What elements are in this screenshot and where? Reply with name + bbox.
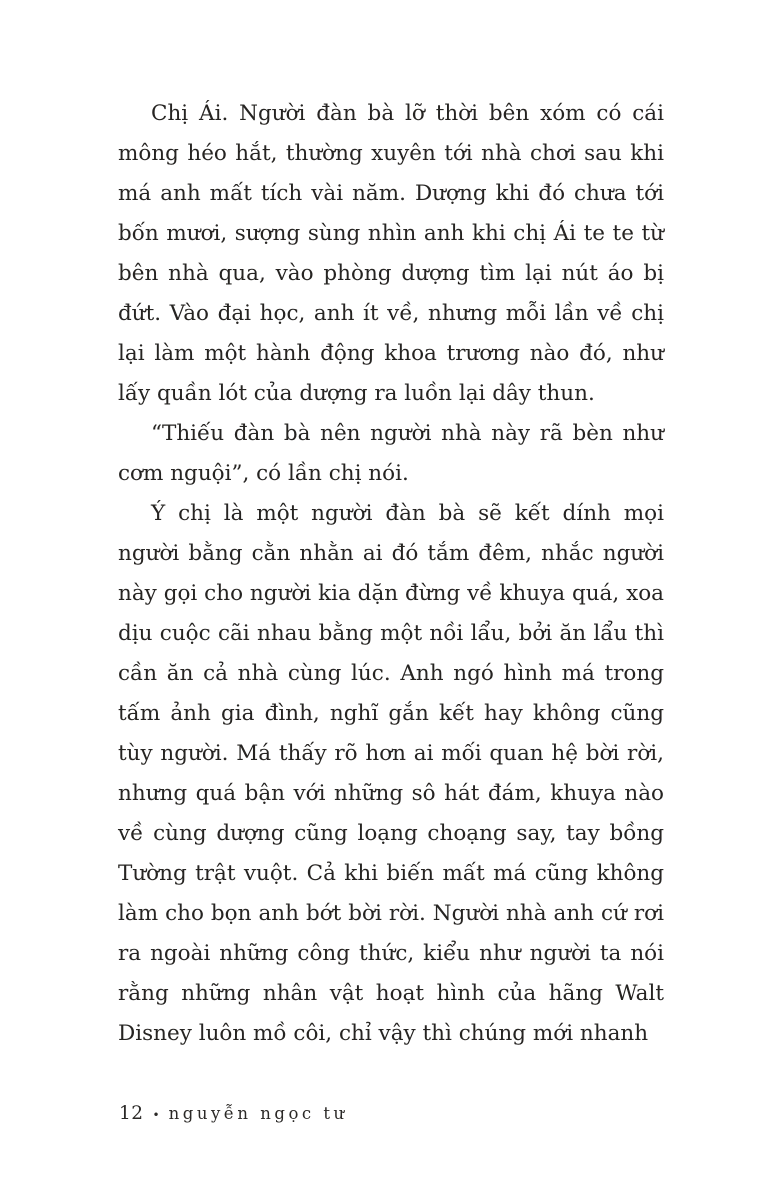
page-number: 12	[119, 1103, 144, 1124]
page-text-block	[118, 94, 664, 1054]
footer-separator-dot: •	[152, 1107, 160, 1122]
paragraph: Ý chị là một người đàn bà sẽ kết dính mọi người bằng cằn nhằn ai đó tắm đêm, nhắc người này gọi cho người kia dặn đừng về khuya quá, xoa dịu cuộc cãi nhau bằng một nồi lẩu, bởi ăn lẩu thì cần ăn cả nhà cùng lúc. Anh ngó hình má trong tấm ảnh gia đình, nghĩ gắn kết hay không cũng tùy người. Má thấy rõ hơn ai mối quan hệ bời rời, nhưng quá bận với những sô hát đám, khuya nào về cùng dượng cũng loạng choạng say, tay bồng Tường trật vuột. Cả khi biến mất má cũng không làm cho bọn anh bớt bời rời. Người nhà anh cứ rơi ra ngoài những công thức, kiểu như người ta nói rằng những nhân vật hoạt hình của hãng Walt Disney luôn mồ côi, chỉ vậy thì chúng mới nhanh	[118, 501, 664, 1046]
page-footer	[119, 1103, 348, 1124]
paragraph: Chị Ái. Người đàn bà lỡ thời bên xóm có cái mông héo hắt, thường xuyên tới nhà chơi sau khi má anh mất tích vài năm. Dượng khi đó chưa tới bốn mươi, sượng sùng nhìn anh khi chị Ái te te từ bên nhà qua, vào phòng dượng tìm lại nút áo bị đứt. Vào đại học, anh ít về, nhưng mỗi lần về chị lại làm một hành động khoa trương nào đó, như lấy quần lót của dượng ra luồn lại dây thun.	[118, 101, 664, 406]
paragraph: “Thiếu đàn bà nên người nhà này rã bèn như cơm nguội”, có lần chị nói.	[118, 421, 664, 486]
author-name: nguyễn ngọc tư	[168, 1104, 348, 1123]
